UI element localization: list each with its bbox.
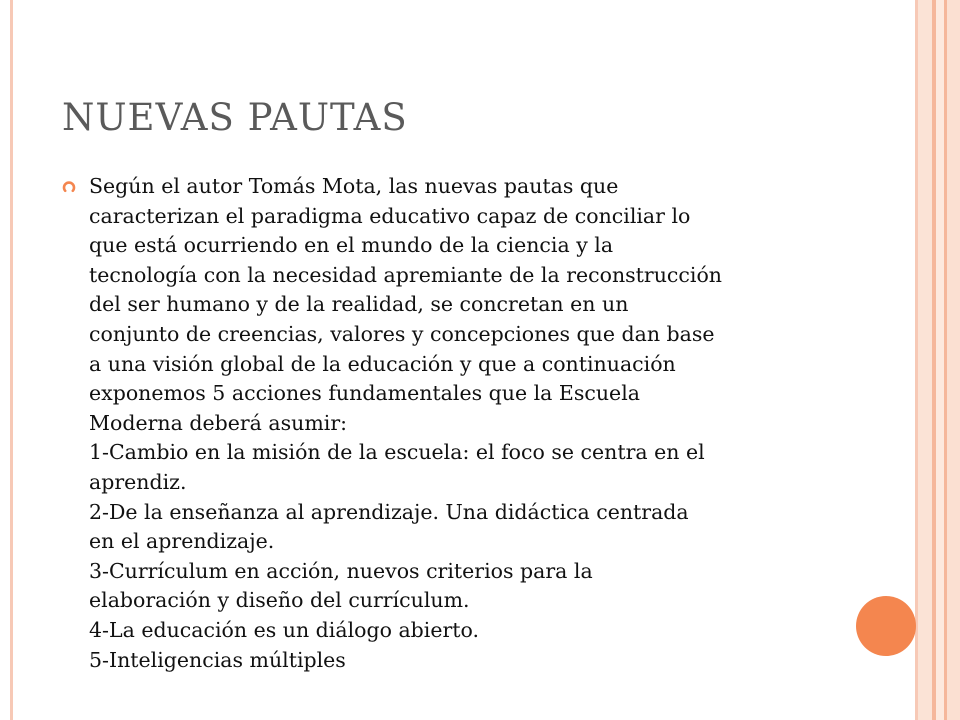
body-line: Según el autor Tomás Mota, las nuevas pautas que <box>89 174 619 198</box>
list-item-2: 2-De la enseñanza al aprendizaje. Una didáctica centrada <box>89 499 689 524</box>
slide-title: NUEVAS PAUTAS <box>62 96 408 139</box>
list-item-2-cont: en el aprendizaje. <box>89 529 275 554</box>
body-line: que está ocurriendo en el mundo de la ciencia y la <box>89 233 614 258</box>
body-line: Moderna deberá asumir: <box>89 410 348 435</box>
list-item-1-cont: aprendiz. <box>89 469 187 494</box>
list-item-3: 3-Currículum en acción, nuevos criterios para la <box>89 558 593 583</box>
body-line: tecnología con la necesidad apremiante de la reconstrucción <box>89 262 722 287</box>
body-line: conjunto de creencias, valores y concepciones que dan base <box>89 321 715 346</box>
arc-bullet-icon <box>62 180 76 194</box>
list-item-1: 1-Cambio en la misión de la escuela: el foco se centra en el <box>89 440 705 465</box>
decor-stripe <box>936 0 944 720</box>
body-line: del ser humano y de la realidad, se concretan en un <box>89 292 629 317</box>
decor-circle <box>856 596 916 656</box>
body-line: a una visión global de la educación y que a continuación <box>89 351 676 376</box>
slide-body <box>89 172 834 675</box>
decor-stripe <box>947 0 960 720</box>
decor-stripe <box>918 0 932 720</box>
list-item-5: 5-Inteligencias múltiples <box>89 647 346 672</box>
list-item-3-cont: elaboración y diseño del currículum. <box>89 588 470 613</box>
list-item-4: 4-La educación es un diálogo abierto. <box>89 617 480 642</box>
body-line: caracterizan el paradigma educativo capaz de conciliar lo <box>89 203 691 228</box>
body-line: exponemos 5 acciones fundamentales que la Escuela <box>89 381 640 406</box>
